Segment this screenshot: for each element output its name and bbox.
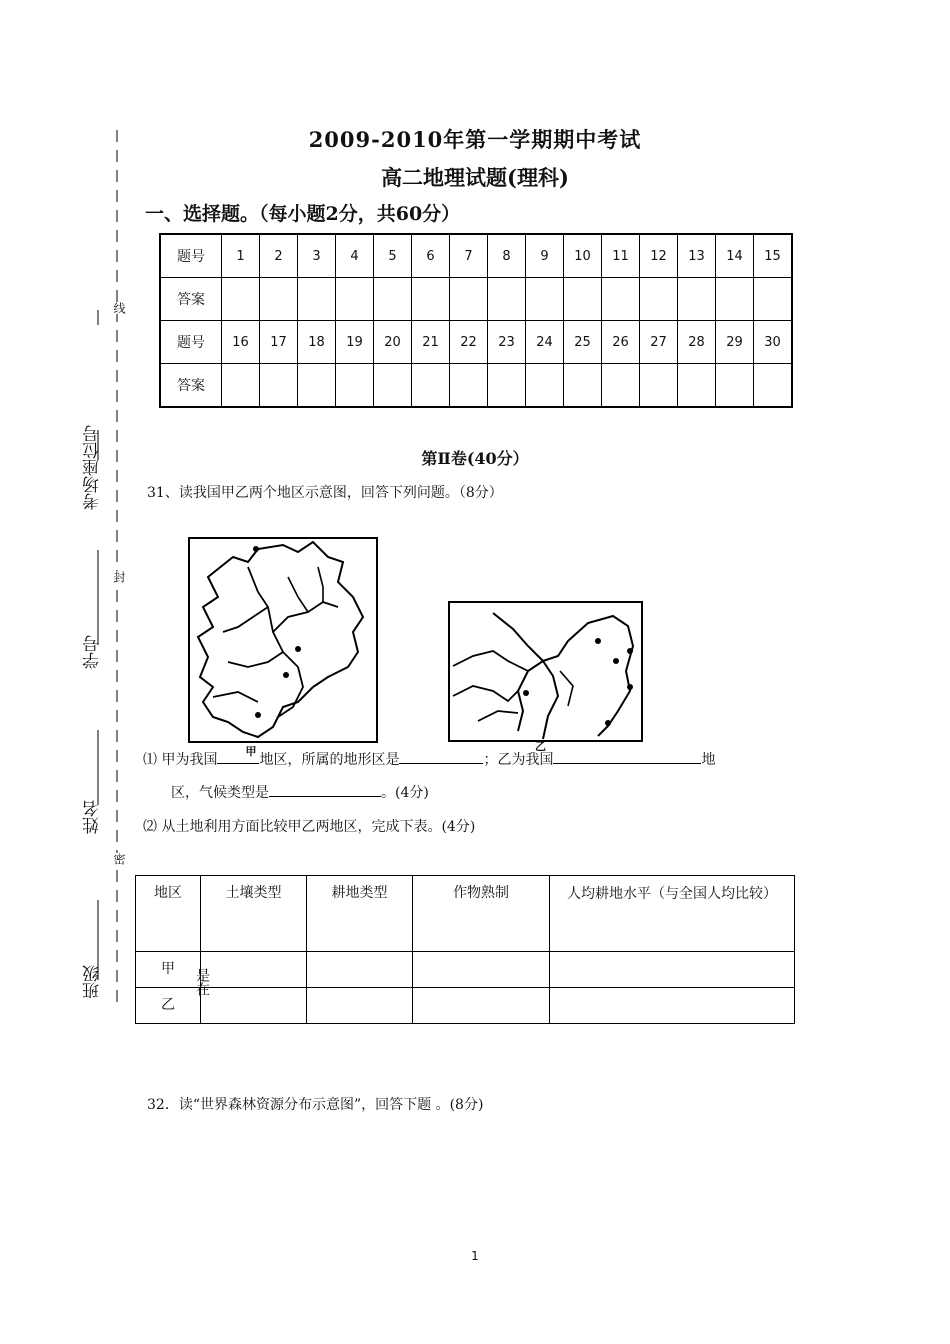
exam-subtitle: 高二地理试题(理科)	[381, 165, 569, 190]
answer-grid-number-row	[160, 321, 792, 364]
grid-num: 6	[412, 234, 450, 278]
q31-part2: ⑵ 从土地利用方面比较甲乙两地区，完成下表。(4分)	[143, 819, 476, 835]
table-cell[interactable]	[413, 952, 550, 988]
section1-heading: 一、选择题。（每小题2分，共60分）	[145, 203, 461, 225]
line-mark: 线	[112, 302, 126, 314]
answer-cell[interactable]	[488, 364, 526, 408]
answer-cell[interactable]	[640, 278, 678, 321]
answer-cell[interactable]	[260, 364, 298, 408]
grid-num: 14	[716, 234, 754, 278]
table-header: 作物熟制	[413, 876, 550, 952]
answer-cell[interactable]	[602, 278, 640, 321]
answer-cell[interactable]	[678, 364, 716, 408]
map-region-yi	[448, 601, 643, 742]
table-header: 地区	[136, 876, 201, 952]
map-region-jia	[188, 537, 378, 743]
answer-cell[interactable]	[564, 278, 602, 321]
answer-cell[interactable]	[602, 364, 640, 408]
grid-num: 12	[640, 234, 678, 278]
grid-num: 1	[222, 234, 260, 278]
answer-cell[interactable]	[678, 278, 716, 321]
answer-cell[interactable]	[298, 364, 336, 408]
answer-cell[interactable]	[754, 364, 793, 408]
table-cell[interactable]	[550, 952, 795, 988]
map-label-yi: 乙	[535, 740, 546, 753]
answer-grid-answer-row	[160, 278, 792, 321]
grid-num: 11	[602, 234, 640, 278]
q31-text: 。(4分)	[381, 785, 429, 801]
table-row	[136, 988, 795, 1024]
grid-num: 21	[412, 321, 450, 364]
table-cell[interactable]	[201, 952, 307, 988]
map-label-jia: 甲	[245, 745, 257, 758]
grid-num: 28	[678, 321, 716, 364]
answer-cell[interactable]	[526, 278, 564, 321]
answer-cell[interactable]	[450, 278, 488, 321]
table-header: 人均耕地水平（与全国人均比较）	[550, 876, 795, 952]
q31-text: 地区，所属的地形区是	[259, 752, 400, 768]
grid-num: 26	[602, 321, 640, 364]
section2-heading: 第Ⅱ卷(40分）	[421, 449, 529, 468]
answer-blank[interactable]	[217, 745, 259, 764]
answer-cell[interactable]	[640, 364, 678, 408]
table-row	[136, 952, 795, 988]
q31-text: ；乙为我国	[483, 752, 554, 768]
student-number-label: 学号	[83, 635, 103, 669]
answer-cell[interactable]	[488, 278, 526, 321]
seat-number-label: 考场座位号	[83, 425, 103, 510]
grid-num: 17	[260, 321, 298, 364]
answer-cell[interactable]	[526, 364, 564, 408]
grid-num: 2	[260, 234, 298, 278]
grid-num: 5	[374, 234, 412, 278]
table-cell[interactable]	[201, 988, 307, 1024]
answer-cell[interactable]	[222, 278, 260, 321]
grid-num: 27	[640, 321, 678, 364]
grid-num: 15	[754, 234, 793, 278]
exam-title: 2009-2010年第一学期期中考试	[308, 127, 642, 152]
answer-cell[interactable]	[412, 278, 450, 321]
grid-num: 18	[298, 321, 336, 364]
table-header-row	[136, 876, 795, 952]
grid-label: 答案	[160, 364, 222, 408]
answer-cell[interactable]	[222, 364, 260, 408]
grid-num: 16	[222, 321, 260, 364]
answer-grid-answer-row	[160, 364, 792, 408]
answer-cell[interactable]	[716, 364, 754, 408]
table-row-label: 乙	[136, 988, 201, 1024]
grid-label: 答案	[160, 278, 222, 321]
answer-cell[interactable]	[260, 278, 298, 321]
name-label: 姓名	[83, 800, 103, 834]
grid-num: 24	[526, 321, 564, 364]
table-cell[interactable]	[307, 952, 413, 988]
answer-grid-number-row	[160, 234, 792, 278]
answer-cell[interactable]	[754, 278, 793, 321]
q31-text: 地	[701, 752, 716, 768]
grid-num: 19	[336, 321, 374, 364]
q31-text: 区，气候类型是	[171, 785, 269, 801]
q31-part1-line1	[143, 745, 716, 769]
answer-cell[interactable]	[564, 364, 602, 408]
page-number: 1	[471, 1249, 479, 1263]
grid-num: 30	[754, 321, 793, 364]
stray-text: 是在	[194, 968, 210, 996]
grid-num: 8	[488, 234, 526, 278]
grid-num: 3	[298, 234, 336, 278]
answer-blank[interactable]	[553, 749, 701, 764]
answer-blank[interactable]	[269, 782, 381, 797]
grid-num: 9	[526, 234, 564, 278]
table-header: 耕地类型	[307, 876, 413, 952]
table-cell[interactable]	[550, 988, 795, 1024]
grid-num: 29	[716, 321, 754, 364]
grid-num: 4	[336, 234, 374, 278]
grid-num: 7	[450, 234, 488, 278]
question-31-prompt: 31、读我国甲乙两个地区示意图，回答下列问题。（8分）	[147, 485, 503, 501]
grid-num: 22	[450, 321, 488, 364]
table-cell[interactable]	[413, 988, 550, 1024]
answer-cell[interactable]	[298, 278, 336, 321]
grid-num: 13	[678, 234, 716, 278]
grid-num: 23	[488, 321, 526, 364]
table-cell[interactable]	[307, 988, 413, 1024]
answer-cell[interactable]	[450, 364, 488, 408]
table-row-label: 甲	[136, 952, 201, 988]
grid-label: 题号	[160, 234, 222, 278]
grid-num: 10	[564, 234, 602, 278]
answer-grid	[159, 233, 793, 408]
land-use-table	[135, 875, 795, 1024]
table-header: 土壤类型	[201, 876, 307, 952]
answer-cell[interactable]	[412, 364, 450, 408]
q31-part1-line2	[171, 782, 429, 802]
grid-label: 题号	[160, 321, 222, 364]
question-32-prompt: 32．读“世界森林资源分布示意图”，回答下题 。(8分)	[147, 1097, 484, 1113]
q31-text: ⑴ 甲为我国	[143, 752, 218, 768]
answer-cell[interactable]	[374, 278, 412, 321]
seal-mark: 封	[112, 571, 126, 583]
grid-num: 20	[374, 321, 412, 364]
grid-num: 25	[564, 321, 602, 364]
answer-cell[interactable]	[374, 364, 412, 408]
answer-cell[interactable]	[336, 278, 374, 321]
answer-cell[interactable]	[716, 278, 754, 321]
answer-cell[interactable]	[336, 364, 374, 408]
class-label: 班级	[83, 965, 103, 999]
answer-blank[interactable]	[399, 749, 483, 764]
secret-mark: 密	[112, 853, 126, 865]
